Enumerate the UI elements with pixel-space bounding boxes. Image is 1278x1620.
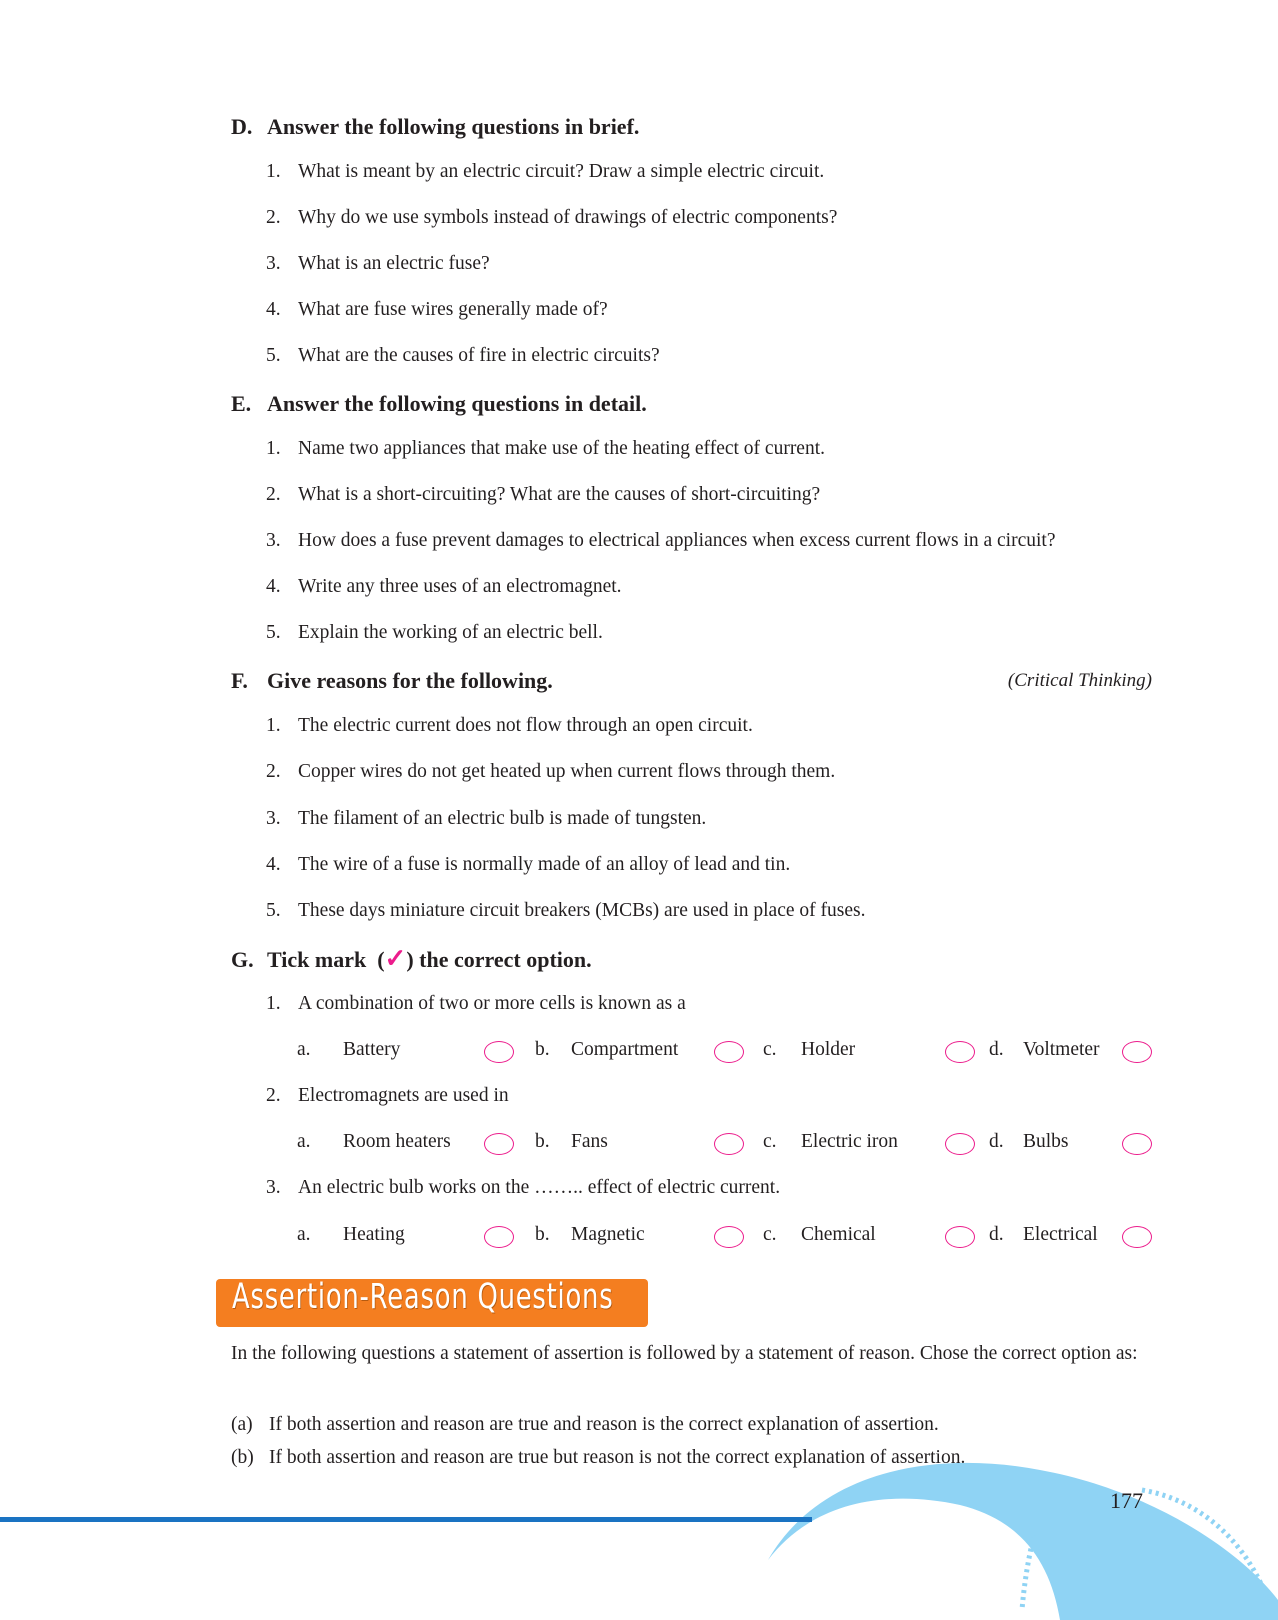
question-f3: 3. The filament of an electric bulb is made of tungsten. bbox=[266, 808, 707, 829]
question-d4: 4. What are fuse wires generally made of? bbox=[266, 299, 608, 320]
question-d5: 5. What are the causes of fire in electric circuits? bbox=[266, 345, 660, 366]
answer-oval-g1-c[interactable] bbox=[945, 1041, 975, 1063]
question-g1: 1. A combination of two or more cells is known as a bbox=[266, 993, 686, 1014]
section-e-heading: E. Answer the following questions in detail. bbox=[231, 391, 647, 416]
options-row-g2: a. Room heaters b. Fans c. Electric iron d. Bulbs bbox=[0, 1131, 1278, 1161]
question-f2: 2. Copper wires do not get heated up when current flows through them. bbox=[266, 761, 836, 782]
section-f-heading: F. Give reasons for the following. bbox=[231, 668, 553, 693]
answer-oval-g3-d[interactable] bbox=[1122, 1226, 1152, 1248]
answer-oval-g2-b[interactable] bbox=[714, 1133, 744, 1155]
tick-mark-icon: ✓ bbox=[384, 944, 407, 973]
question-e5: 5. Explain the working of an electric bell. bbox=[266, 622, 603, 643]
assertion-option-a: (a) If both assertion and reason are true and reason is the correct explanation of assertion. bbox=[231, 1414, 939, 1435]
section-d-heading: D. Answer the following questions in brief. bbox=[231, 114, 640, 139]
answer-oval-g3-c[interactable] bbox=[945, 1226, 975, 1248]
answer-oval-g1-a[interactable] bbox=[484, 1041, 514, 1063]
assertion-option-b: (b) If both assertion and reason are true but reason is not the correct explanation of assertion. bbox=[231, 1447, 966, 1468]
page-number: 177 bbox=[1110, 1488, 1143, 1513]
question-f4: 4. The wire of a fuse is normally made of an alloy of lead and tin. bbox=[266, 854, 791, 875]
question-g2: 2. Electromagnets are used in bbox=[266, 1085, 509, 1106]
answer-oval-g1-d[interactable] bbox=[1122, 1041, 1152, 1063]
question-g3: 3. An electric bulb works on the …….. effect of electric current. bbox=[266, 1177, 781, 1198]
section-g-heading: G. Tick mark (✓) the correct option. bbox=[231, 944, 592, 973]
question-e3: 3. How does a fuse prevent damages to electrical appliances when excess current flows in a circuit? bbox=[266, 530, 1056, 551]
question-d3: 3. What is an electric fuse? bbox=[266, 253, 490, 274]
assertion-reason-intro: In the following questions a statement of assertion is followed by a statement of reason. Chose the correct option as: bbox=[231, 1343, 1138, 1364]
answer-oval-g3-a[interactable] bbox=[484, 1226, 514, 1248]
answer-oval-g2-d[interactable] bbox=[1122, 1133, 1152, 1155]
question-d1: 1. What is meant by an electric circuit? Draw a simple electric circuit. bbox=[266, 161, 825, 182]
question-f5: 5. These days miniature circuit breakers (MCBs) are used in place of fuses. bbox=[266, 900, 866, 921]
answer-oval-g1-b[interactable] bbox=[714, 1041, 744, 1063]
assertion-reason-heading: Assertion-Reason Questions bbox=[232, 1277, 614, 1317]
question-e2: 2. What is a short-circuiting? What are the causes of short-circuiting? bbox=[266, 484, 821, 505]
critical-thinking-tag: (Critical Thinking) bbox=[1007, 670, 1152, 691]
options-row-g1: a. Battery b. Compartment c. Holder d. Voltmeter bbox=[0, 1039, 1278, 1069]
question-d2: 2. Why do we use symbols instead of drawings of electric components? bbox=[266, 207, 838, 228]
question-f1: 1. The electric current does not flow through an open circuit. bbox=[266, 715, 753, 736]
question-e4: 4. Write any three uses of an electromagnet. bbox=[266, 576, 622, 597]
question-e1: 1. Name two appliances that make use of the heating effect of current. bbox=[266, 438, 826, 459]
answer-oval-g2-a[interactable] bbox=[484, 1133, 514, 1155]
footer-line bbox=[0, 1517, 812, 1522]
answer-oval-g3-b[interactable] bbox=[714, 1226, 744, 1248]
answer-oval-g2-c[interactable] bbox=[945, 1133, 975, 1155]
options-row-g3: a. Heating b. Magnetic c. Chemical d. Electrical bbox=[0, 1224, 1278, 1254]
